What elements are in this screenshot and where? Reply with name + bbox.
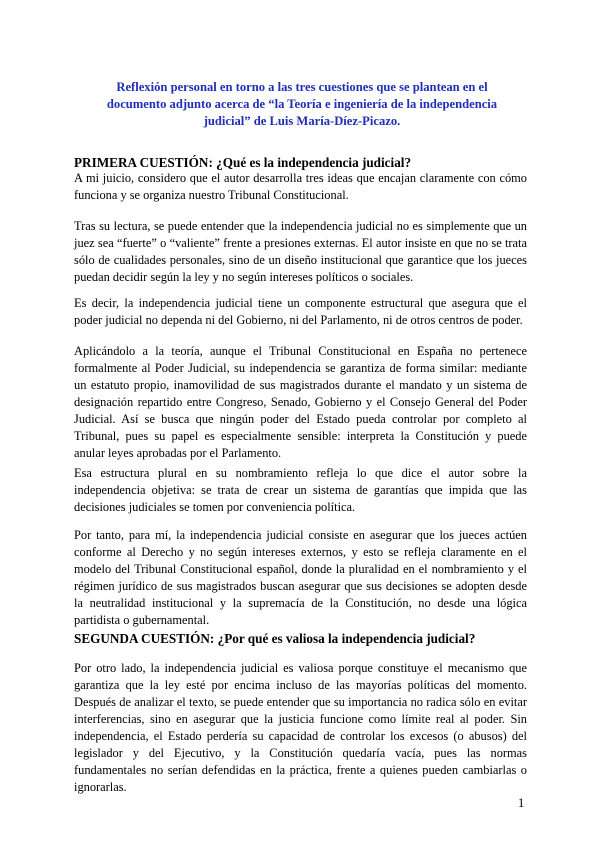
paragraph-text: Por otro lado, la independencia judicial es valiosa porque constituye el mecanismo que garantiza que la ley esté por encima incluso de las mayorías políticas del momento. Después de analizar el texto, se puede entender que su importancia no radica sólo en evitar interferencias, sino en asegurar que la justicia funcione como límite real al poder. Sin independencia, el Estado perdería su capacidad de controlar los excesos (o abusos) del legislador y del Ejecutivo, y la Constitución quedaría vacía, pues las normas fundamentales no serían defendidas en la práctica, frente a quienes pueden cambiarlas o ignorarlas. bbox=[74, 661, 527, 794]
paragraph bbox=[74, 218, 527, 286]
paragraph-text: A mi juicio, considero que el autor desarrolla tres ideas que encajan claramente con cómo funciona y se organiza nuestro Tribunal Constitucional. bbox=[74, 171, 527, 202]
section-heading-2: SEGUNDA CUESTIÓN: ¿Por qué es valiosa la independencia judicial? bbox=[74, 631, 476, 646]
paragraph-text: Por tanto, para mí, la independencia judicial consiste en asegurar que los jueces actúen conforme al Derecho y no según intereses externos, y esto se refleja claramente en el modelo del Tribunal Constitucional español, donde la pluralidad en el nombramiento y el régimen jurídico de sus magistrados buscan asegurar que sus decisiones se adopten desde la neutralidad institucional y la supremacía de la Constitución, no desde una lógica partidista o gubernamental. bbox=[74, 528, 527, 627]
page-number: 1 bbox=[518, 796, 525, 810]
paragraph bbox=[74, 660, 527, 796]
section-heading-1: PRIMERA CUESTIÓN: ¿Qué es la independencia judicial? bbox=[74, 155, 412, 170]
paragraph-text: Esa estructura plural en su nombramiento refleja lo que dice el autor sobre la independencia objetiva: se trata de crear un sistema de garantías que impida que las decisiones judiciales se tomen por conveniencia política. bbox=[74, 466, 527, 514]
paragraph-text: Aplicándolo a la teoría, aunque el Tribunal Constitucional en España no pertenece formalmente al Poder Judicial, su independencia se garantiza de forma similar: mediante un estatuto propio, inamovilidad de sus magistrados durante el mandato y un sistema de designación repartido entre Congreso, Senado, Gobierno y el Consejo General del Poder Judicial. Así se busca que ningún poder del Estado pueda controlar por completo al Tribunal, pues su papel es especialmente sensible: interpreta la Constitución y puede anular leyes aprobadas por el Parlamento. bbox=[74, 344, 527, 460]
paragraph bbox=[74, 465, 527, 516]
document-title: Reflexión personal en torno a las tres cuestiones que se plantean en el documento adjunto acerca de “la Teoría e ingeniería de la independencia judicial” de Luis María-Díez-Picazo. bbox=[106, 80, 498, 128]
paragraph bbox=[74, 295, 527, 329]
paragraph bbox=[74, 527, 527, 629]
paragraph bbox=[74, 170, 527, 204]
paragraph bbox=[74, 343, 527, 462]
paragraph-text: Tras su lectura, se puede entender que la independencia judicial no es simplemente que un juez sea “fuerte” o “valiente” frente a presiones externas. El autor insiste en que no se trata sólo de cualidades personales, sino de un diseño institucional que garantice que los jueces puedan decidir según la ley y no según intereses políticos o sociales. bbox=[74, 219, 527, 284]
paragraph-text: Es decir, la independencia judicial tiene un componente estructural que asegura que el poder judicial no dependa ni del Gobierno, ni del Parlamento, ni de otros centros de poder. bbox=[74, 296, 527, 327]
